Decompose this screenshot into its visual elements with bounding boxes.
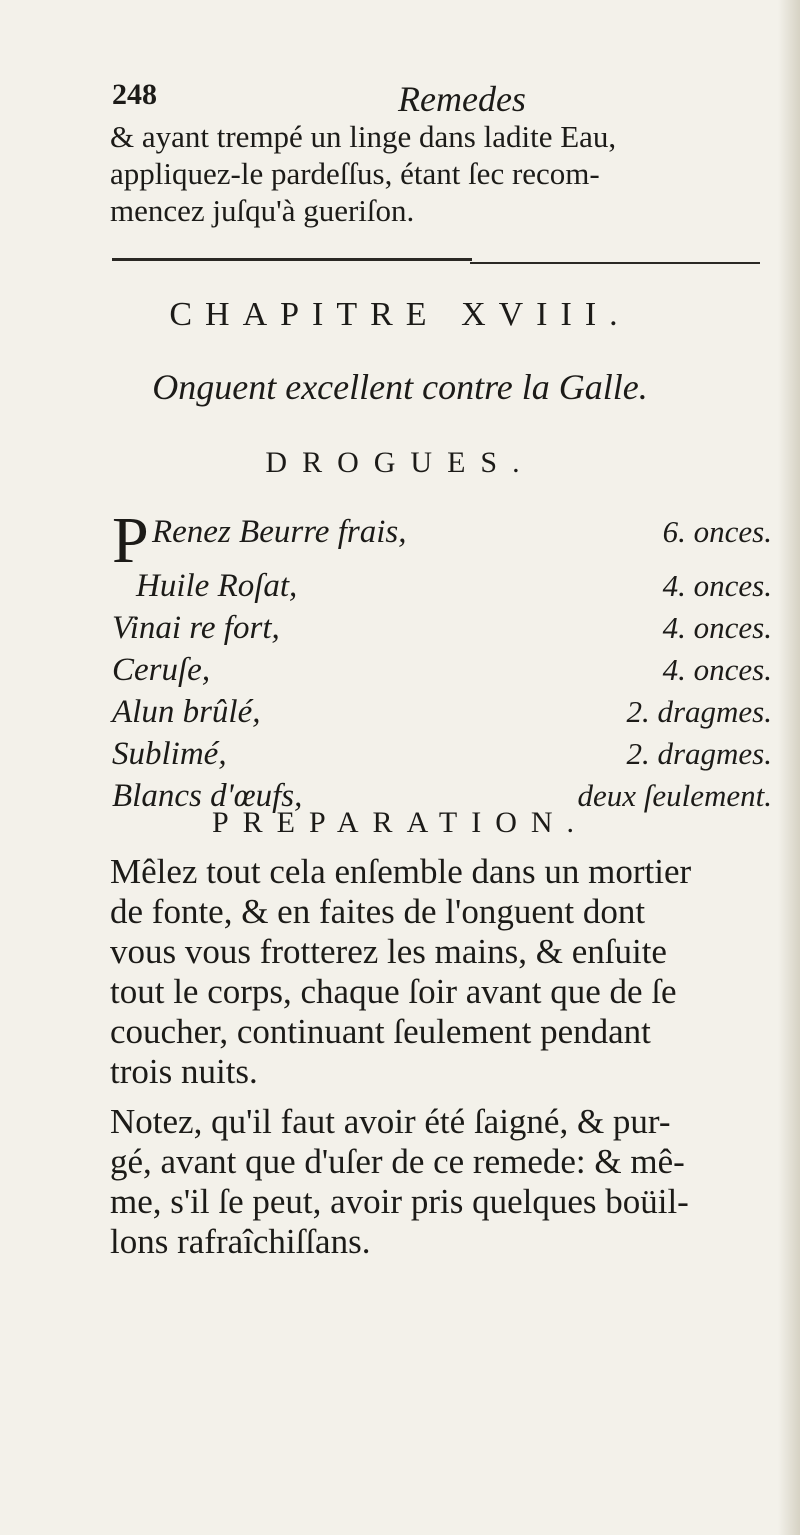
drogues-heading: DROGUES.: [265, 446, 535, 479]
text-line: lons rafraîchiſſans.: [110, 1222, 371, 1261]
preparation-heading: PREPARATION.: [211, 806, 589, 839]
intro-line: mencez juſqu'à gueriſon.: [110, 193, 415, 228]
ingredient-name: Vinai re fort,: [112, 610, 280, 646]
ingredient-quantity: deux ſeulement.: [577, 778, 772, 813]
page-header: [112, 78, 752, 118]
intro-paragraph: [110, 118, 760, 229]
intro-line: appliquez-le pardeſſus, étant ſec recom-: [110, 156, 600, 191]
note-paragraph: [110, 1102, 780, 1262]
intro-line: & ayant trempé un linge dans ladite Eau,: [110, 119, 617, 154]
chapter-heading: CHAPITRE XVIII.: [169, 296, 631, 333]
ingredient-quantity: 2. dragmes.: [626, 694, 772, 729]
ingredient-name: Blancs d'œufs,: [112, 778, 303, 814]
section-rule: [112, 258, 472, 261]
text-line: gé, avant que d'uſer de ce remede: & mê-: [110, 1142, 685, 1181]
ingredient-row: [112, 694, 772, 736]
ingredient-row: [112, 568, 772, 610]
section-rule: [470, 262, 760, 264]
ingredient-name: Alun brûlé,: [112, 694, 261, 730]
page-edge-shadow: [778, 0, 800, 1535]
ingredient-row: [112, 736, 772, 778]
text-line: me, s'il ſe peut, avoir pris quelques boüil-: [110, 1182, 689, 1221]
text-line: coucher, continuant ſeulement pendant: [110, 1012, 651, 1051]
ingredient-row: [112, 504, 772, 577]
text-line: Mêlez tout cela enſemble dans un mortier: [110, 852, 692, 891]
ingredient-quantity: 6. onces.: [662, 514, 772, 549]
preparation-paragraph: [110, 852, 780, 1092]
running-title: Remedes: [398, 79, 526, 119]
text-line: vous vous frotterez les mains, & enſuite: [110, 932, 667, 971]
ingredient-quantity: 4. onces.: [662, 652, 772, 687]
ingredient-row: [112, 652, 772, 694]
text-line: de fonte, & en faites de l'onguent dont: [110, 892, 646, 931]
ingredient-quantity: 4. onces.: [662, 610, 772, 645]
ingredient-row: [112, 610, 772, 652]
ingredient-name: Renez Beurre frais,: [152, 514, 407, 550]
text-line: Notez, qu'il faut avoir été ſaigné, & pur-: [110, 1102, 671, 1141]
drop-cap: P: [112, 504, 149, 577]
ingredient-list: [112, 504, 772, 820]
page-number: 248: [112, 78, 157, 111]
ingredient-quantity: 4. onces.: [662, 568, 772, 603]
chapter-title: Onguent excellent contre la Galle.: [152, 367, 648, 407]
ingredient-name: Ceruſe,: [112, 652, 211, 688]
text-line: tout le corps, chaque ſoir avant que de ſe: [110, 972, 677, 1011]
text-line: trois nuits.: [110, 1052, 258, 1091]
ingredient-name: Huile Roſat,: [136, 568, 298, 604]
ingredient-name: Sublimé,: [112, 736, 227, 772]
ingredient-quantity: 2. dragmes.: [626, 736, 772, 771]
